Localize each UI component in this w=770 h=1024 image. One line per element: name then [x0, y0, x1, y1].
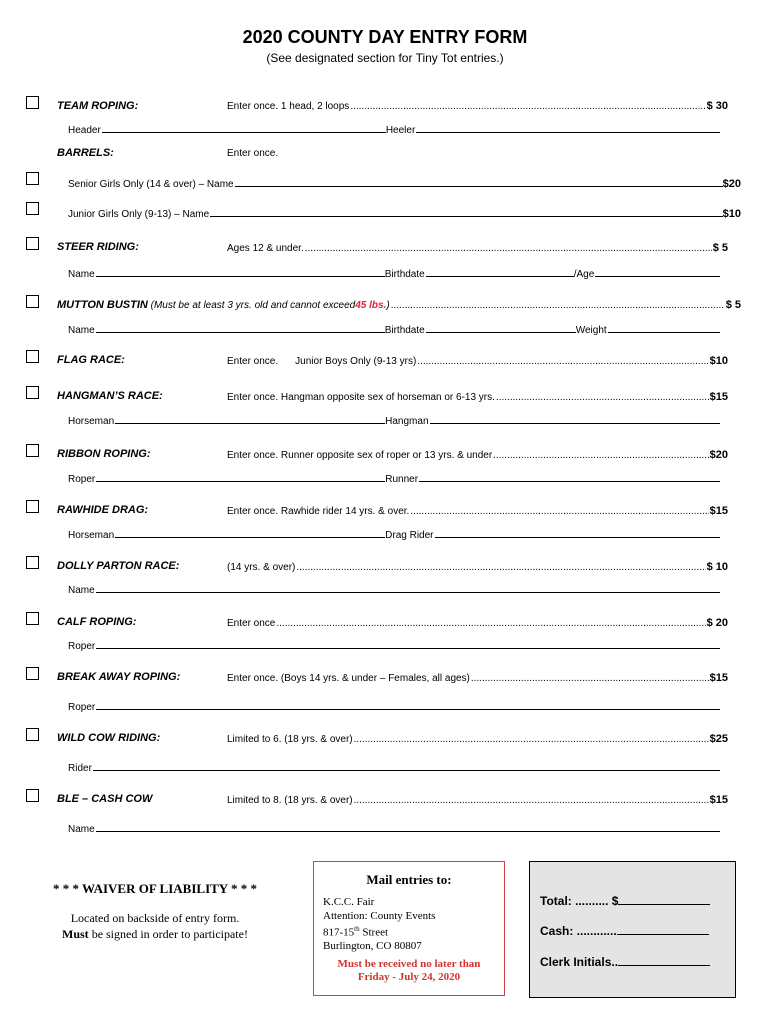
break-away-fields [68, 699, 720, 713]
break-away-desc [227, 672, 728, 684]
ble-cash-cow-checkbox[interactable] [26, 789, 39, 802]
desc-text: Enter once [227, 618, 276, 629]
team-roping-label: TEAM ROPING: [57, 100, 139, 112]
name-field[interactable] [96, 582, 720, 593]
ribbon-roping-fields [68, 471, 720, 485]
roper-field-label: Roper [68, 641, 96, 652]
break-away-checkbox[interactable] [26, 667, 39, 680]
wild-cow-label: WILD COW RIDING: [57, 732, 161, 744]
clerk-box [529, 861, 736, 998]
form-subtitle: (See designated section for Tiny Tot entries.) [266, 51, 504, 65]
waiver-line2 [10, 927, 300, 942]
dolly-parton-checkbox[interactable] [26, 556, 39, 569]
ble-cash-cow-desc [227, 794, 728, 806]
initials-field[interactable] [618, 953, 710, 966]
weight-field[interactable] [608, 322, 720, 333]
hangman-field-label: Hangman [385, 416, 429, 427]
ble-cash-cow-fields [68, 821, 720, 835]
desc-text: (14 yrs. & over) [227, 562, 296, 573]
birthdate-field-label: Birthdate [384, 325, 425, 336]
calf-roping-checkbox[interactable] [26, 612, 39, 625]
horseman-field-label: Horseman [68, 416, 115, 427]
price: $15 [709, 391, 728, 403]
price: $ 20 [706, 617, 728, 629]
weight-field-label: Weight [575, 325, 607, 336]
price: $15 [709, 505, 728, 517]
price: $10 [709, 355, 728, 367]
hangmans-race-fields [68, 413, 720, 427]
header-field-label: Header [68, 125, 101, 136]
mail-line2: Attention: County Events [323, 909, 436, 922]
junior-girls-name-field[interactable] [210, 206, 722, 217]
price: $ 10 [706, 561, 728, 573]
mail-line1: K.C.C. Fair [323, 896, 375, 908]
junior-girls-row [68, 206, 741, 220]
cash-row [540, 922, 709, 938]
team-roping-checkbox[interactable] [26, 96, 39, 109]
name-field[interactable] [96, 266, 385, 277]
wild-cow-fields [68, 760, 720, 774]
desc-text: Enter once. (Boys 14 yrs. & under – Females, all ages) [227, 673, 470, 684]
rawhide-drag-label: RAWHIDE DRAG: [57, 504, 149, 516]
mail-line3: 817-15th Street [323, 925, 389, 939]
desc-text: Enter once. [227, 356, 279, 367]
team-roping-fields [68, 122, 720, 136]
deadline-line2: Friday - July 24, 2020 [357, 971, 461, 983]
desc-text: Enter once. Rawhide rider 14 yrs. & over. [227, 506, 410, 517]
dolly-parton-desc [227, 561, 728, 573]
dolly-parton-label: DOLLY PARTON RACE: [57, 560, 180, 572]
team-roping-desc [227, 100, 728, 112]
flag-race-label: FLAG RACE: [57, 354, 125, 366]
desc-text: Limited to 8. (18 yrs. & over) [227, 795, 353, 806]
hangmans-race-desc [227, 391, 728, 403]
price: $15 [709, 794, 728, 806]
junior-girls-checkbox[interactable] [26, 202, 39, 215]
horseman-field[interactable] [115, 527, 385, 538]
senior-girls-checkbox[interactable] [26, 172, 39, 185]
header-field[interactable] [102, 122, 386, 133]
waiver-title: * * * WAIVER OF LIABILITY * * * [53, 881, 257, 896]
wild-cow-desc [227, 733, 728, 745]
desc-text: Enter once. 1 head, 2 loops [227, 101, 350, 112]
waiver-line2-rest: be signed in order to participate! [88, 927, 248, 941]
price: $20 [709, 449, 728, 461]
calf-roping-desc [227, 617, 728, 629]
rawhide-drag-checkbox[interactable] [26, 500, 39, 513]
birthdate-field[interactable] [426, 322, 576, 333]
hangmans-race-label: HANGMAN’S RACE: [57, 390, 163, 402]
steer-riding-fields [68, 266, 720, 280]
mutton-bustin-label: MUTTON BUSTIN [57, 299, 148, 311]
price: $ 5 [712, 242, 728, 254]
total-field[interactable] [618, 892, 710, 905]
desc-text: Limited to 6. (18 yrs. & over) [227, 734, 353, 745]
initials-label: Clerk Initials.. [540, 955, 619, 969]
price: $20 [722, 178, 741, 190]
ribbon-roping-desc [227, 449, 728, 461]
calf-roping-label: CALF ROPING: [57, 616, 137, 628]
mutton-bustin-checkbox[interactable] [26, 295, 39, 308]
roper-field-label: Roper [68, 702, 96, 713]
waiver-must: Must [62, 927, 89, 941]
name-field-label: Name [68, 824, 95, 835]
steer-riding-desc [227, 242, 728, 254]
total-label: Total: .......... $ [540, 894, 619, 908]
mutton-bustin-note: (Must be at least 3 yrs. old and cannot exceed [150, 300, 356, 311]
name-field-label: Name [68, 585, 95, 596]
runner-field-label: Runner [385, 474, 419, 485]
mail-address [323, 896, 435, 954]
age-field-label: /Age [573, 269, 595, 280]
desc-text: Enter once. Hangman opposite sex of horseman or 6-13 yrs. [227, 392, 495, 403]
price: $10 [722, 208, 741, 220]
rider-field-label: Rider [68, 763, 92, 774]
cash-label: Cash: ............ [540, 924, 617, 938]
barrels-label: BARRELS: [57, 147, 114, 159]
flag-race-desc [227, 355, 728, 367]
weight-limit: 45 lbs. [355, 300, 387, 311]
price: $ 30 [706, 100, 728, 112]
wild-cow-checkbox[interactable] [26, 728, 39, 741]
flag-race-checkbox[interactable] [26, 350, 39, 363]
horseman-field[interactable] [115, 413, 385, 424]
name-field[interactable] [96, 821, 720, 832]
mutton-bustin-row [57, 299, 741, 311]
name-field-label: Name [68, 269, 95, 280]
price: $ 5 [725, 299, 741, 311]
desc-text: Ages 12 & under. [227, 243, 304, 254]
steer-riding-checkbox[interactable] [26, 237, 39, 250]
mail-line4: Burlington, CO 80807 [323, 940, 422, 953]
heeler-field-label: Heeler [385, 125, 416, 136]
hangmans-race-checkbox[interactable] [26, 386, 39, 399]
roper-field[interactable] [96, 471, 385, 482]
rawhide-drag-desc [227, 505, 728, 517]
form-title: 2020 COUNTY DAY ENTRY FORM [242, 27, 528, 47]
senior-girls-row [68, 176, 741, 190]
mail-deadline [314, 958, 504, 984]
age-field[interactable] [595, 266, 720, 277]
drag-rider-field-label: Drag Rider [385, 530, 434, 541]
rawhide-drag-fields [68, 527, 720, 541]
birthdate-field-label: Birthdate [384, 269, 425, 280]
break-away-label: BREAK AWAY ROPING: [57, 671, 181, 683]
mutton-bustin-fields [68, 322, 720, 336]
drag-rider-field[interactable] [435, 527, 721, 538]
price: $15 [709, 672, 728, 684]
horseman-field-label: Horseman [68, 530, 115, 541]
deadline-line1: Must be received no later than [337, 958, 481, 970]
ble-cash-cow-label: BLE – CASH COW [57, 793, 153, 805]
hangman-field[interactable] [430, 413, 721, 424]
rider-field[interactable] [93, 760, 720, 771]
desc-text: Enter once. Runner opposite sex of roper or 13 yrs. & under [227, 450, 493, 461]
mail-entries-box [313, 861, 505, 996]
calf-roping-fields [68, 638, 720, 652]
cash-field[interactable] [617, 922, 709, 935]
barrels-desc: Enter once. [227, 148, 279, 159]
mail-title: Mail entries to: [366, 872, 452, 887]
roper-field[interactable] [96, 699, 720, 710]
ribbon-roping-label: RIBBON ROPING: [57, 448, 151, 460]
heeler-field[interactable] [416, 122, 720, 133]
desc-text-2: Junior Boys Only (9-13 yrs) [295, 356, 417, 367]
senior-girls-name-field[interactable] [235, 176, 723, 187]
price: $25 [709, 733, 728, 745]
name-field[interactable] [96, 322, 385, 333]
total-row [540, 892, 710, 908]
birthdate-field[interactable] [426, 266, 574, 277]
ribbon-roping-checkbox[interactable] [26, 444, 39, 457]
waiver-line1: Located on backside of entry form. [70, 911, 240, 925]
steer-riding-label: STEER RIDING: [57, 241, 139, 253]
senior-girls-label: Senior Girls Only (14 & over) – Name [68, 179, 234, 190]
dolly-parton-fields [68, 582, 720, 596]
roper-field-label: Roper [68, 474, 96, 485]
name-field-label: Name [68, 325, 95, 336]
roper-field[interactable] [96, 638, 720, 649]
clerk-initials-row [540, 953, 710, 969]
runner-field[interactable] [419, 471, 720, 482]
note-end: ) [386, 300, 390, 311]
junior-girls-label: Junior Girls Only (9-13) – Name [68, 209, 210, 220]
